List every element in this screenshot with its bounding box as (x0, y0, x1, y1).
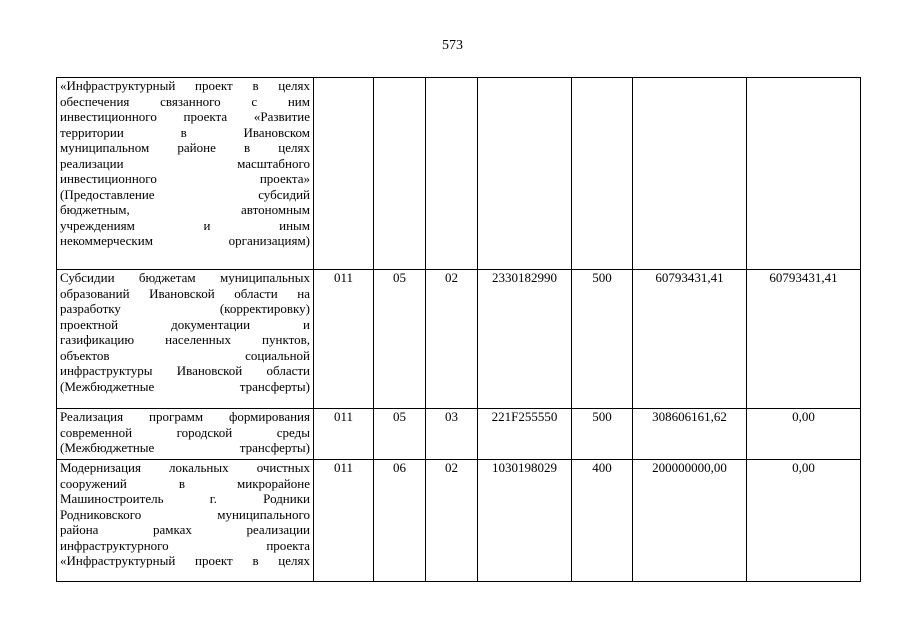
description-line: проектной документации и (60, 316, 310, 332)
amount-2-cell: 0,00 (747, 409, 861, 460)
table-row (57, 409, 861, 460)
description-line: инвестиционного проекта «Развитие (60, 109, 310, 124)
description-line: учреждениям и иным (60, 217, 310, 233)
description-line: современной городской среды (60, 424, 310, 440)
section-code-cell: 06 (374, 460, 426, 582)
subsection-code-cell (426, 78, 478, 270)
description-line: Субсидии бюджетам муниципальных (60, 270, 310, 285)
ministry-code-cell: 011 (314, 409, 374, 460)
description-line: (Предоставление субсидий (60, 186, 310, 202)
description-line: «Инфраструктурный проект в целях (60, 553, 310, 568)
expense-type-cell: 500 (572, 270, 633, 409)
subsection-code-cell: 02 (426, 270, 478, 409)
table-row (57, 270, 861, 409)
description-line: разработку (корректировку) (60, 301, 310, 316)
target-code-cell: 1030198029 (478, 460, 572, 582)
expense-type-cell: 400 (572, 460, 633, 582)
description-cell (57, 460, 314, 582)
description-cell (57, 78, 314, 270)
description-line: инвестиционного проекта» (60, 171, 310, 186)
ministry-code-cell (314, 78, 374, 270)
description-line: района рамках реализации (60, 522, 310, 537)
target-code-cell: 221F255550 (478, 409, 572, 460)
subsection-code-cell: 02 (426, 460, 478, 582)
ministry-code-cell: 011 (314, 460, 374, 582)
section-code-cell: 05 (374, 409, 426, 460)
description-line: сооружений в микрорайоне (60, 475, 310, 491)
description-line: (Межбюджетные трансферты) (60, 440, 310, 455)
amount-1-cell (633, 78, 747, 270)
description-line: (Межбюджетные трансферты) (60, 378, 310, 394)
amount-2-cell: 0,00 (747, 460, 861, 582)
description-line: муниципальном районе в целях (60, 140, 310, 155)
target-code-cell (478, 78, 572, 270)
description-line: инфраструктуры Ивановской области (60, 363, 310, 378)
description-line: Модернизация локальных очистных (60, 460, 310, 475)
description-line: Родниковского муниципального (60, 506, 310, 522)
ministry-code-cell: 011 (314, 270, 374, 409)
description-line: объектов социальной (60, 347, 310, 363)
amount-1-cell: 60793431,41 (633, 270, 747, 409)
section-code-cell (374, 78, 426, 270)
description-line: инфраструктурного проекта (60, 537, 310, 553)
expense-type-cell: 500 (572, 409, 633, 460)
description-line: образований Ивановской области на (60, 285, 310, 301)
description-line: некоммерческим организациям) (60, 233, 310, 248)
amount-1-cell: 308606161,62 (633, 409, 747, 460)
description-line: «Инфраструктурный проект в целях (60, 78, 310, 93)
section-code-cell: 05 (374, 270, 426, 409)
expense-type-cell (572, 78, 633, 270)
description-cell (57, 270, 314, 409)
table-row (57, 460, 861, 582)
target-code-cell: 2330182990 (478, 270, 572, 409)
description-line: территории в Ивановском (60, 124, 310, 140)
description-line: газификацию населенных пунктов, (60, 332, 310, 347)
page-number: 573 (442, 38, 463, 53)
amount-1-cell: 200000000,00 (633, 460, 747, 582)
subsection-code-cell: 03 (426, 409, 478, 460)
description-cell (57, 409, 314, 460)
description-line: бюджетным, автономным (60, 202, 310, 217)
amount-2-cell: 60793431,41 (747, 270, 861, 409)
amount-2-cell (747, 78, 861, 270)
description-line: Реализация программ формирования (60, 409, 310, 424)
description-line: Машиностроитель г. Родники (60, 491, 310, 506)
budget-table (56, 77, 861, 582)
table-row (57, 78, 861, 270)
description-line: обеспечения связанного с ним (60, 93, 310, 109)
description-line: реализации масштабного (60, 155, 310, 171)
